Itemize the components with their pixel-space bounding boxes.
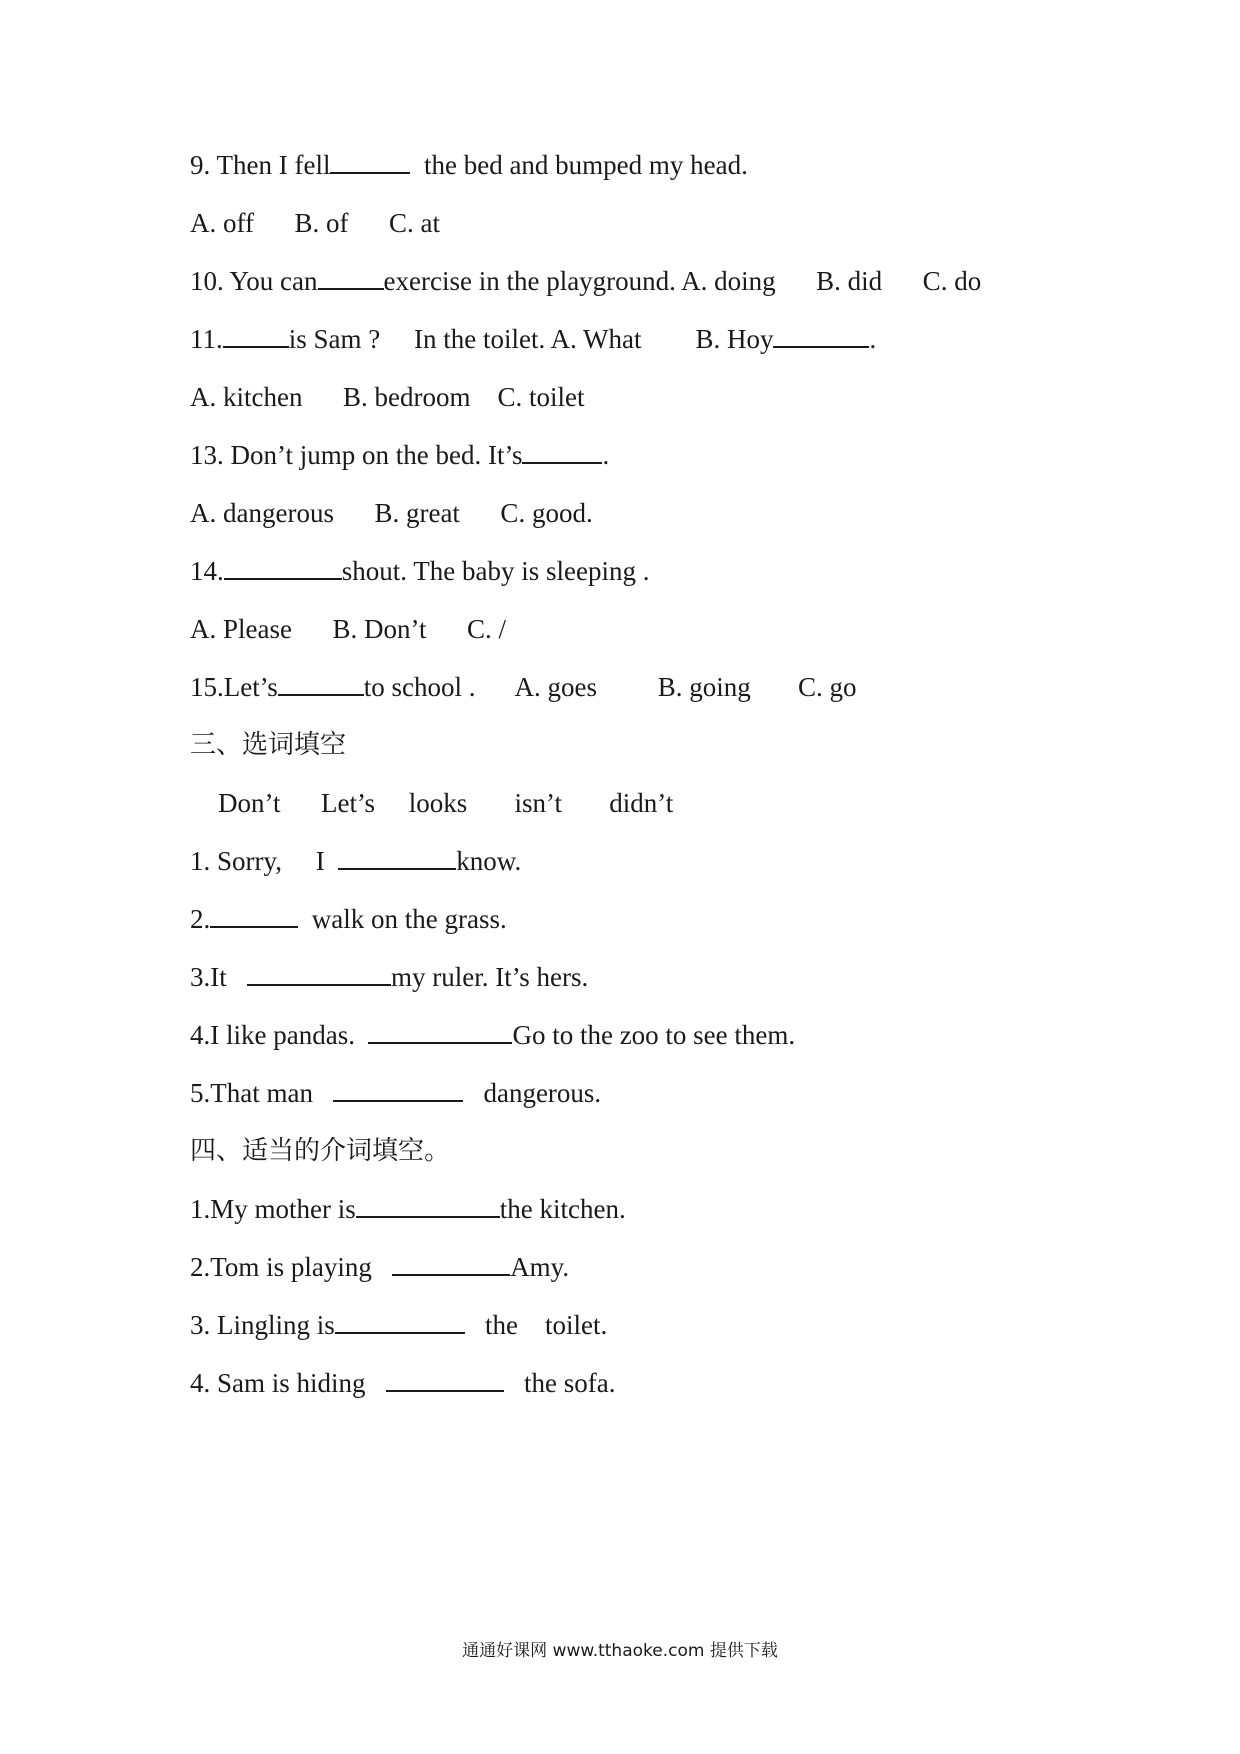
answer-blank[interactable] bbox=[224, 556, 342, 580]
answer-blank[interactable] bbox=[223, 324, 289, 348]
word-bank: Don’t Let’s looks isn’t didn’t bbox=[218, 788, 674, 818]
question-10: 10. You can exercise in the playground. A. doing B. did C. do bbox=[190, 266, 982, 296]
section-4-question-2: 2.Tom is playing Amy. bbox=[190, 1252, 570, 1282]
question-14-options: A. Please B. Don’t C. / bbox=[190, 614, 506, 644]
section-4-question-4: 4. Sam is hiding the sofa. bbox=[190, 1368, 616, 1398]
section-3-title: 三、选词填空 bbox=[190, 730, 347, 760]
question-13: 13. Don’t jump on the bed. It’s . bbox=[190, 440, 610, 470]
answer-blank[interactable] bbox=[333, 1078, 463, 1102]
section-3-question-4: 4.I like pandas. Go to the zoo to see them. bbox=[190, 1020, 796, 1050]
answer-blank[interactable] bbox=[247, 962, 391, 986]
answer-blank[interactable] bbox=[368, 1020, 512, 1044]
question-12-options: A. kitchen B. bedroom C. toilet bbox=[190, 382, 585, 412]
answer-blank[interactable] bbox=[522, 440, 602, 464]
answer-blank[interactable] bbox=[335, 1310, 465, 1334]
section-3-question-3: 3.It my ruler. It’s hers. bbox=[190, 962, 589, 992]
section-3-question-2: 2. walk on the grass. bbox=[190, 904, 507, 934]
answer-blank[interactable] bbox=[338, 846, 456, 870]
answer-blank[interactable] bbox=[773, 324, 869, 348]
question-9-options: A. off B. of C. at bbox=[190, 208, 440, 238]
section-4-question-3: 3. Lingling is the toilet. bbox=[190, 1310, 608, 1340]
question-9: 9. Then I fell the bed and bumped my head. bbox=[190, 150, 748, 180]
section-4-question-1: 1.My mother is the kitchen. bbox=[190, 1194, 626, 1224]
question-13-options: A. dangerous B. great C. good. bbox=[190, 498, 593, 528]
answer-blank[interactable] bbox=[386, 1368, 504, 1392]
answer-blank[interactable] bbox=[330, 150, 410, 174]
answer-blank[interactable] bbox=[356, 1194, 500, 1218]
answer-blank[interactable] bbox=[392, 1252, 510, 1276]
answer-blank[interactable] bbox=[210, 904, 298, 928]
page-footer: 通通好课网 www.tthaoke.com 提供下载 bbox=[462, 1641, 778, 1661]
question-14: 14. shout. The baby is sleeping . bbox=[190, 556, 650, 586]
section-3-question-1: 1. Sorry, I know. bbox=[190, 846, 522, 876]
section-4-title: 四、适当的介词填空。 bbox=[190, 1136, 451, 1166]
question-15: 15.Let’s to school . A. goes B. going C. go bbox=[190, 672, 857, 702]
question-11: 11. is Sam ? In the toilet. A. What B. Hoy . bbox=[190, 324, 877, 354]
answer-blank[interactable] bbox=[318, 266, 384, 290]
section-3-question-5: 5.That man dangerous. bbox=[190, 1078, 602, 1108]
answer-blank[interactable] bbox=[278, 672, 364, 696]
